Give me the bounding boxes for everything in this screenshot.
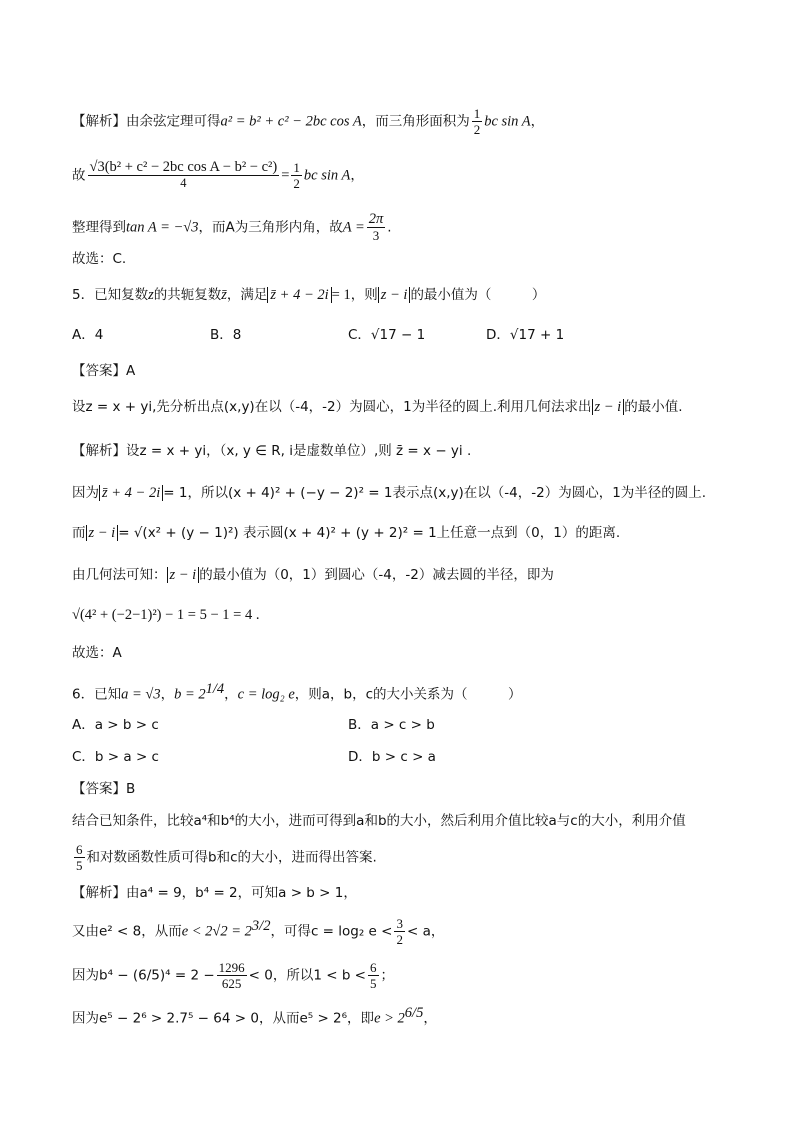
q4-solution-line-3: 整理得到tan A = −√3，而A为三角形内角，故A = $\frac{2\pi}{3}$ . <box>72 211 392 243</box>
q6-answer: 【答案】B <box>72 781 136 797</box>
q6-solution-line-4: 因为e⁵ − 2⁶ > 2.7⁵ − 64 > 0，从而e⁵ > 2⁶，即$e > 2^{6/5}$， <box>72 1005 437 1027</box>
q5-option-d: D．√17 + 1 <box>486 327 565 343</box>
q6-stem: 6．已知a = √3，$b = 2^{1/4}$，c = log₂ e，则a，b，c的大小关系为（ ） <box>72 681 522 703</box>
q5-option-a: A．4 <box>72 327 104 343</box>
q4-conclusion: 故选：C. <box>72 251 127 267</box>
q5-solution-line-3: 而 z − i = √(x² + (y − 1)²) 表示圆(x + 4)² + (y + 2)² = 1上任意一点到（0，1）的距离. <box>72 525 621 541</box>
fraction: $\frac{3}{2}$ <box>396 916 403 947</box>
fraction: $\frac{2\pi}{3}$ <box>368 211 384 243</box>
q6-option-d: D．b > c > a <box>348 749 436 765</box>
q5-option-b: B．8 <box>210 327 242 343</box>
q6-solution-line-2: 又由e² < 8，从而$e < 2√2 = 2^{3/2}$，可得c = log₂ e < $\frac{3}{2}$ < a， <box>72 916 445 947</box>
q5-solution-line-5: √(4² + (−2−1)²) − 1 = 5 − 1 = 4 . <box>72 607 260 623</box>
q5-conclusion: 故选：A <box>72 645 122 661</box>
q5-answer: 【答案】A <box>72 363 136 379</box>
q6-solution-line-3: 因为b⁴ − (6/5)⁴ = 2 − $\frac{1296}{625}$ < 0，所以1 < b < $\frac{6}{5}$ ； <box>72 960 394 991</box>
q5-hint: 设z = x + yi,先分析出点(x,y)在以（-4，-2）为圆心，1为半径的圆上.利用几何法求出 z − i 的最小值. <box>72 399 683 415</box>
fraction: $\frac{1}{2}$ <box>293 160 300 191</box>
q6-hint-line-1: 结合已知条件，比较a⁴和b⁴的大小，进而可得到a和b的大小，然后利用介值比较a与c的大小，利用介值 <box>72 813 686 829</box>
q4-solution-line-2: 故 $\frac{\text{√3(b² + c² − 2bc cos A − b² − c²)}}{4}$ = $\frac{1}{2}$ bc sin A， <box>72 159 364 191</box>
fraction: $\frac{6}{5}$ <box>370 960 377 991</box>
q5-solution-line-2: 因为 z̄ + 4 − 2i = 1，所以(x + 4)² + (−y − 2)² = 1表示点(x,y)在以（-4，-2）为圆心，1为半径的圆上. <box>72 485 707 501</box>
fraction: $\frac{\text{√3(b² + c² − 2bc cos A − b² − c²)}}{4}$ <box>89 159 278 190</box>
q6-solution-line-1: 【解析】由a⁴ = 9，b⁴ = 2，可知a > b > 1， <box>72 885 357 901</box>
fraction: $\frac{1296}{625}$ <box>218 960 245 991</box>
q6-option-c: C．b > a > c <box>72 749 159 765</box>
q5-solution-line-4: 由几何法可知： z − i 的最小值为（0，1）到圆心（-4，-2）减去圆的半径，即为 <box>72 567 554 583</box>
solution-label: 【解析】 <box>72 113 126 130</box>
fraction: $\frac{1}{2}$ <box>473 106 481 137</box>
q6-hint-line-2: $\frac{6}{5}$ 和对数函数性质可得b和c的大小，进而得出答案. <box>76 842 377 873</box>
fraction: $\frac{6}{5}$ <box>76 842 83 873</box>
q5-option-c: C．√17 − 1 <box>348 327 426 343</box>
q5-solution-line-1: 【解析】设z = x + yi，（x, y ∈ R, i是虚数单位）,则 z̄ = x − yi . <box>72 443 472 459</box>
q5-stem: 5．已知复数z的共轭复数z̄，满足 z̄ + 4 − 2i = 1，则 z − i 的最小值为（ ） <box>72 287 546 303</box>
q6-option-a: A．a > b > c <box>72 717 159 733</box>
q4-solution-line-1: 【解析】由余弦定理可得a² = b² + c² − 2bc cos A，而三角形面积为 $\frac{1}{2}$ bc sin A， <box>72 106 545 137</box>
q6-option-b: B．a > c > b <box>348 717 435 733</box>
